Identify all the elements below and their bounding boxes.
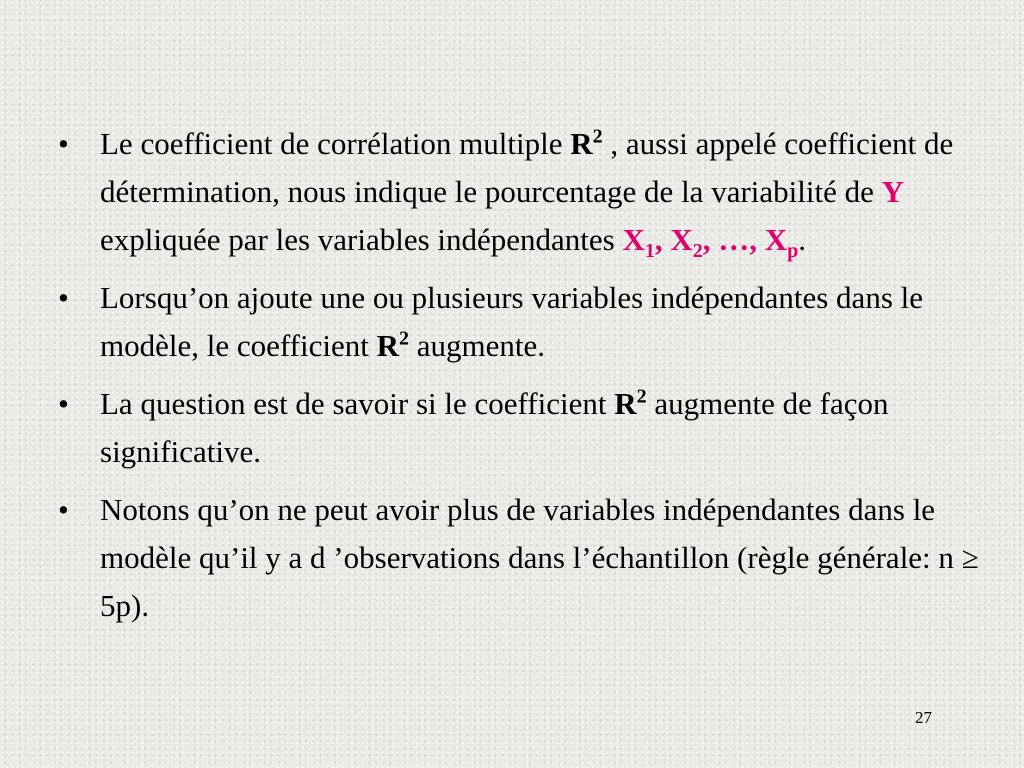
- text-segment: .: [798, 222, 807, 257]
- xp-subscript: p: [787, 240, 799, 263]
- separator: , …,: [702, 222, 765, 257]
- xp-letter: X: [764, 222, 788, 257]
- r-letter: R: [570, 126, 593, 161]
- text-segment: expliquée par les variables indépendantes: [100, 222, 623, 257]
- bullet-item-r-squared-increase: [58, 274, 988, 370]
- x2-letter: X: [670, 222, 693, 257]
- text-segment: Lorsqu’on ajoute une ou plusieurs variables indépendantes dans le modèle, le coefficient: [100, 280, 923, 363]
- text-segment: La question est de savoir si le coefficient: [100, 386, 615, 421]
- text-segment: augmente de façon significative.: [100, 386, 889, 469]
- bullet-text: [100, 386, 888, 469]
- bullet-item-sample-size-rule: [58, 486, 988, 630]
- bullet-item-significance-question: [58, 380, 988, 476]
- bullet-icon: •: [58, 126, 69, 161]
- r-exponent: 2: [398, 327, 409, 350]
- text-segment: , aussi appelé coefficient de détermination, nous indique le pourcentage de la variabilité de: [100, 126, 954, 209]
- bullet-icon: •: [58, 386, 69, 421]
- text-segment: Notons qu’on ne peut avoir plus de variables indépendantes dans le modèle qu’il y a d ’observations dans l’échantillon (règle générale: n ≥ 5p).: [100, 492, 979, 623]
- bullet-text: [100, 280, 923, 363]
- separator: ,: [654, 222, 671, 257]
- r-squared-symbol: [377, 328, 409, 363]
- r-letter: R: [614, 386, 637, 421]
- text-segment: Le coefficient de corrélation multiple: [100, 126, 571, 161]
- page-number: 27: [915, 708, 932, 727]
- bullet-item-r-squared-definition: [58, 120, 988, 264]
- x1-subscript: 1: [644, 240, 655, 263]
- x-variables-list: [622, 222, 799, 263]
- r-squared-symbol: [570, 126, 602, 161]
- y-variable: Y: [881, 174, 905, 209]
- r-exponent: 2: [592, 125, 603, 148]
- x2-subscript: 2: [692, 240, 703, 263]
- bullet-text: [100, 492, 979, 623]
- x1-letter: X: [622, 222, 645, 257]
- bullet-list: [58, 120, 988, 640]
- r-exponent: 2: [636, 385, 647, 408]
- bullet-icon: •: [58, 280, 69, 315]
- bullet-text: [100, 125, 954, 263]
- text-segment: augmente.: [408, 328, 545, 363]
- r-squared-symbol: [614, 386, 646, 421]
- bullet-icon: •: [58, 492, 69, 527]
- r-letter: R: [376, 328, 399, 363]
